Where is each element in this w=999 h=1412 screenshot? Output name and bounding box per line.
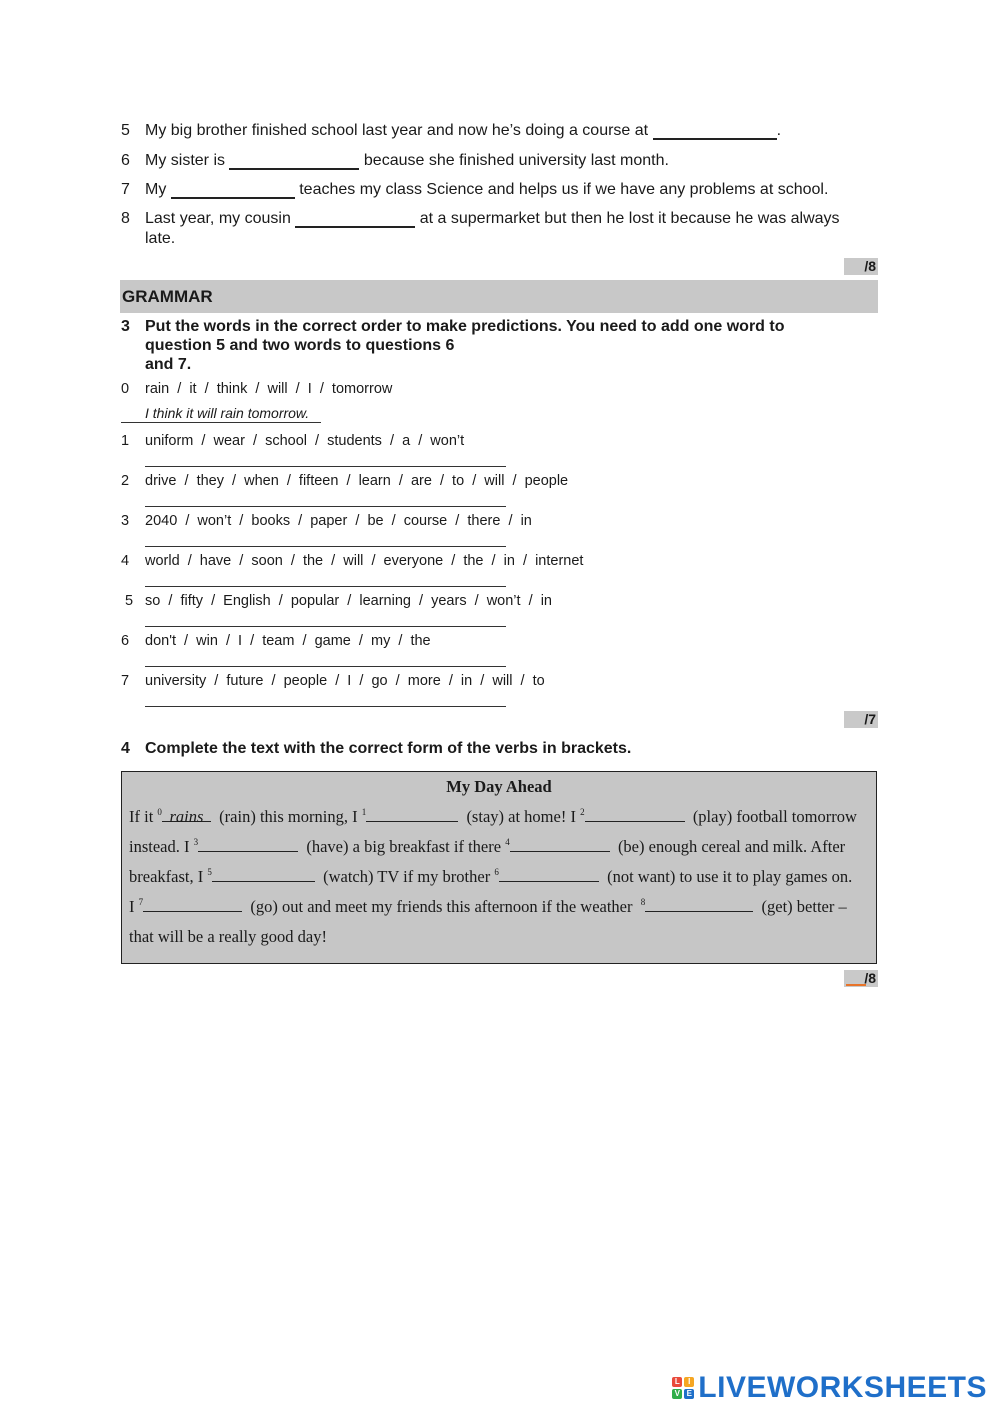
sentence-6: 6 My sister is because she finished university last month. — [121, 152, 669, 169]
text-line-2: instead. I $^3$ (have) a big breakfast if there $^4$ (be) enough cereal and milk. After — [129, 837, 846, 856]
text-line-1: If it $^0$ rains (rain) this morning, I $^1$ (stay) at home! I $^2$ (play) football tomorrow — [129, 807, 857, 826]
answer-blank-8[interactable] — [295, 212, 415, 228]
text-line-3: breakfast, I $^5$ (watch) TV if my brother $^6$ (not want) to use it to play games on. — [129, 867, 853, 886]
gap-6[interactable] — [499, 867, 599, 882]
score-box: /8 — [844, 970, 878, 987]
answer-blank-6[interactable] — [229, 154, 359, 170]
example-answer: I think it will rain tomorrow. — [121, 404, 321, 423]
list-item: 6 don't / win / I / team / game / my / the — [121, 632, 821, 668]
answer-blank-7[interactable] — [171, 183, 295, 199]
answer-line-5[interactable] — [145, 626, 506, 627]
answer-line-4[interactable] — [145, 586, 506, 587]
answer-line-1[interactable] — [145, 466, 506, 467]
list-item: 1 uniform / wear / school / students / a / won’t — [121, 432, 821, 468]
section-header-grammar: GRAMMAR — [120, 280, 878, 313]
sentence-8: 8 Last year, my cousin at a supermarket but then he lost it because he was always late. — [121, 210, 840, 247]
question-3-instructions: 3 Put the words in the correct order to make predictions. You need to add one word to question 5 and two words to questions 6 and 7. — [121, 318, 785, 373]
example-gap: rains — [162, 807, 211, 822]
gap-4[interactable] — [510, 837, 610, 852]
text-line-4: I $^7$ (go) out and meet my friends this afternoon if the weather $^8$ (get) better – — [129, 897, 847, 916]
score-box: /7 — [844, 711, 878, 728]
text-line-5: that will be a really good day! — [129, 927, 327, 946]
answer-blank-5[interactable] — [653, 124, 777, 140]
gap-1[interactable] — [366, 807, 458, 822]
logo-grid-icon: L I V E — [672, 1377, 694, 1399]
gap-5[interactable] — [212, 867, 315, 882]
score-box: /8 — [844, 258, 878, 275]
gap-8[interactable] — [645, 897, 753, 912]
sentence-7: 7 My teaches my class Science and helps us if we have any problems at school. — [121, 181, 829, 198]
example-item: 0 rain / it / think / will / I / tomorrow I think it will rain tomorrow. — [121, 381, 393, 421]
list-item: 3 2040 / won’t / books / paper / be / course / there / in — [121, 512, 821, 548]
question-4-instructions: 4 Complete the text with the correct form of the verbs in brackets. — [121, 740, 632, 757]
list-item: 4 world / have / soon / the / will / everyone / the / in / internet — [121, 552, 821, 588]
list-item: 7 university / future / people / I / go / more / in / will / to — [121, 672, 821, 708]
answer-line-7[interactable] — [145, 706, 506, 707]
gap-2[interactable] — [585, 807, 685, 822]
gap-7[interactable] — [143, 897, 242, 912]
answer-line-6[interactable] — [145, 666, 506, 667]
liveworksheets-logo: L I V E LIVEWORKSHEETS — [672, 1372, 987, 1404]
gap-3[interactable] — [198, 837, 298, 852]
box-title: My Day Ahead — [446, 777, 552, 796]
list-item: 2 drive / they / when / fifteen / learn / are / to / will / people — [121, 472, 821, 508]
sentence-5: 5 My big brother finished school last year and now he’s doing a course at . — [121, 122, 782, 139]
answer-line-2[interactable] — [145, 506, 506, 507]
list-item: 5 so / fifty / English / popular / learning / years / won’t / in — [121, 592, 821, 628]
text-box — [121, 771, 877, 964]
score-underline — [846, 984, 866, 986]
answer-line-3[interactable] — [145, 546, 506, 547]
